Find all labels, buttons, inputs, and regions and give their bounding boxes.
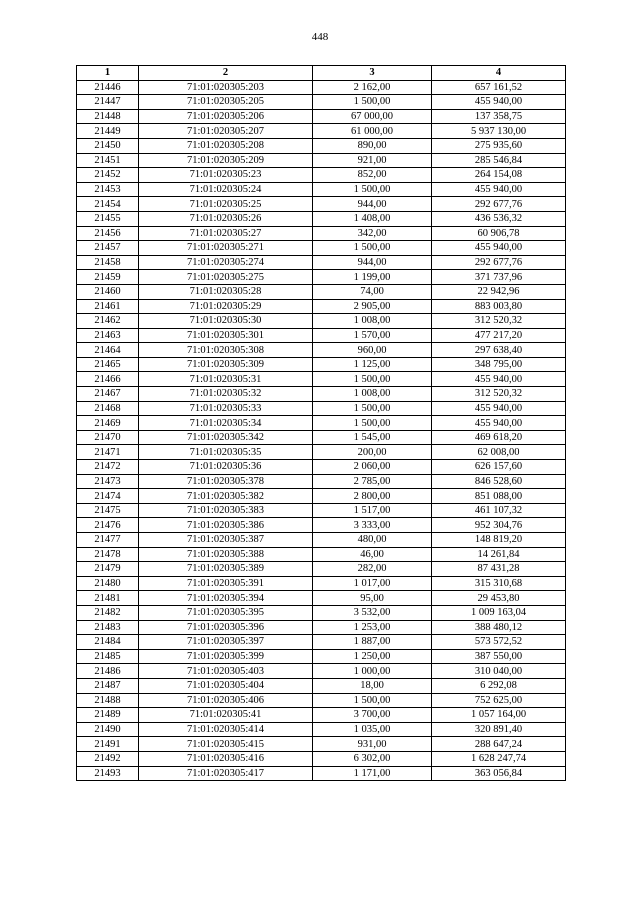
cost-value: 455 940,00: [432, 182, 566, 197]
row-number: 21475: [77, 503, 139, 518]
cadastral-number: 71:01:020305:35: [139, 445, 313, 460]
cost-value: 952 304,76: [432, 518, 566, 533]
table-row: [77, 693, 566, 708]
row-number: 21483: [77, 620, 139, 635]
table-row: [77, 766, 566, 781]
page-number: 448: [311, 31, 329, 43]
cost-value: 455 940,00: [432, 416, 566, 431]
area-value: 480,00: [313, 533, 432, 548]
area-value: 18,00: [313, 678, 432, 693]
table-row: [77, 562, 566, 577]
column-header-1: 1: [77, 66, 139, 81]
cadastral-number: 71:01:020305:403: [139, 664, 313, 679]
area-value: 1 125,00: [313, 357, 432, 372]
area-value: 1 500,00: [313, 95, 432, 110]
cadastral-number: 71:01:020305:417: [139, 766, 313, 781]
area-value: 1 250,00: [313, 649, 432, 664]
row-number: 21482: [77, 605, 139, 620]
cadastral-number: 71:01:020305:382: [139, 489, 313, 504]
row-number: 21481: [77, 591, 139, 606]
cadastral-number: 71:01:020305:391: [139, 576, 313, 591]
cost-value: 477 217,20: [432, 328, 566, 343]
row-number: 21485: [77, 649, 139, 664]
cadastral-table: [76, 65, 566, 781]
table-row: [77, 343, 566, 358]
row-number: 21464: [77, 343, 139, 358]
row-number: 21447: [77, 95, 139, 110]
area-value: 1 171,00: [313, 766, 432, 781]
cost-value: 310 040,00: [432, 664, 566, 679]
row-number: 21463: [77, 328, 139, 343]
row-number: 21446: [77, 80, 139, 95]
area-value: 1 500,00: [313, 401, 432, 416]
cadastral-number: 71:01:020305:399: [139, 649, 313, 664]
row-number: 21474: [77, 489, 139, 504]
row-number: 21477: [77, 533, 139, 548]
row-number: 21460: [77, 284, 139, 299]
table-body: [77, 80, 566, 781]
area-value: 944,00: [313, 255, 432, 270]
cost-value: 87 431,28: [432, 562, 566, 577]
table-row: [77, 328, 566, 343]
table-row: [77, 109, 566, 124]
cost-value: 137 358,75: [432, 109, 566, 124]
cadastral-number: 71:01:020305:396: [139, 620, 313, 635]
area-value: 1 000,00: [313, 664, 432, 679]
cost-value: 292 677,76: [432, 255, 566, 270]
area-value: 2 800,00: [313, 489, 432, 504]
cadastral-number: 71:01:020305:36: [139, 460, 313, 475]
table-row: [77, 80, 566, 95]
cost-value: 285 546,84: [432, 153, 566, 168]
cadastral-number: 71:01:020305:309: [139, 357, 313, 372]
row-number: 21458: [77, 255, 139, 270]
cadastral-number: 71:01:020305:203: [139, 80, 313, 95]
cost-value: 60 906,78: [432, 226, 566, 241]
table-row: [77, 445, 566, 460]
area-value: 1 545,00: [313, 430, 432, 445]
cost-value: 264 154,08: [432, 168, 566, 183]
cost-value: 461 107,32: [432, 503, 566, 518]
cadastral-number: 71:01:020305:27: [139, 226, 313, 241]
table-row: [77, 489, 566, 504]
area-value: 1 500,00: [313, 372, 432, 387]
cadastral-number: 71:01:020305:275: [139, 270, 313, 285]
table-row: [77, 576, 566, 591]
cadastral-number: 71:01:020305:301: [139, 328, 313, 343]
cadastral-number: 71:01:020305:389: [139, 562, 313, 577]
cost-value: 292 677,76: [432, 197, 566, 212]
cadastral-number: 71:01:020305:31: [139, 372, 313, 387]
table-row: [77, 387, 566, 402]
area-value: 1 500,00: [313, 416, 432, 431]
cost-value: 14 261,84: [432, 547, 566, 562]
cadastral-number: 71:01:020305:383: [139, 503, 313, 518]
table-row: [77, 372, 566, 387]
cadastral-number: 71:01:020305:25: [139, 197, 313, 212]
area-value: 67 000,00: [313, 109, 432, 124]
area-value: 6 302,00: [313, 751, 432, 766]
row-number: 21453: [77, 182, 139, 197]
cost-value: 657 161,52: [432, 80, 566, 95]
cost-value: 22 942,96: [432, 284, 566, 299]
table-row: [77, 737, 566, 752]
area-value: 1 017,00: [313, 576, 432, 591]
area-value: 1 517,00: [313, 503, 432, 518]
table-row: [77, 430, 566, 445]
row-number: 21450: [77, 138, 139, 153]
table-row: [77, 95, 566, 110]
area-value: 1 570,00: [313, 328, 432, 343]
cost-value: 455 940,00: [432, 401, 566, 416]
area-value: 1 008,00: [313, 314, 432, 329]
row-number: 21478: [77, 547, 139, 562]
table-row: [77, 533, 566, 548]
row-number: 21487: [77, 678, 139, 693]
table-row: [77, 678, 566, 693]
cost-value: 752 625,00: [432, 693, 566, 708]
area-value: 2 060,00: [313, 460, 432, 475]
table-row: [77, 401, 566, 416]
row-number: 21489: [77, 708, 139, 723]
row-number: 21459: [77, 270, 139, 285]
table-row: [77, 226, 566, 241]
cost-value: 6 292,08: [432, 678, 566, 693]
row-number: 21461: [77, 299, 139, 314]
table-row: [77, 722, 566, 737]
cost-value: 1 009 163,04: [432, 605, 566, 620]
row-number: 21480: [77, 576, 139, 591]
table-row: [77, 255, 566, 270]
row-number: 21470: [77, 430, 139, 445]
row-number: 21488: [77, 693, 139, 708]
row-number: 21466: [77, 372, 139, 387]
cadastral-number: 71:01:020305:397: [139, 635, 313, 650]
table-row: [77, 270, 566, 285]
row-number: 21471: [77, 445, 139, 460]
table-row: [77, 124, 566, 139]
table-row: [77, 241, 566, 256]
column-header-3: 3: [313, 66, 432, 81]
cost-value: 297 638,40: [432, 343, 566, 358]
row-number: 21467: [77, 387, 139, 402]
table-row: [77, 620, 566, 635]
cadastral-number: 71:01:020305:26: [139, 211, 313, 226]
table-row: [77, 591, 566, 606]
area-value: 1 500,00: [313, 182, 432, 197]
cost-value: 315 310,68: [432, 576, 566, 591]
row-number: 21468: [77, 401, 139, 416]
area-value: 931,00: [313, 737, 432, 752]
cadastral-number: 71:01:020305:24: [139, 182, 313, 197]
cost-value: 883 003,80: [432, 299, 566, 314]
cost-value: 1 628 247,74: [432, 751, 566, 766]
table-row: [77, 708, 566, 723]
cadastral-number: 71:01:020305:41: [139, 708, 313, 723]
table-row: [77, 751, 566, 766]
cadastral-number: 71:01:020305:274: [139, 255, 313, 270]
cost-value: 436 536,32: [432, 211, 566, 226]
table-row: [77, 138, 566, 153]
table-row: [77, 547, 566, 562]
table-row: [77, 416, 566, 431]
cadastral-number: 71:01:020305:33: [139, 401, 313, 416]
cadastral-number: 71:01:020305:378: [139, 474, 313, 489]
cost-value: 455 940,00: [432, 95, 566, 110]
cadastral-number: 71:01:020305:416: [139, 751, 313, 766]
cost-value: 29 453,80: [432, 591, 566, 606]
cadastral-number: 71:01:020305:205: [139, 95, 313, 110]
table-row: [77, 182, 566, 197]
area-value: 1 035,00: [313, 722, 432, 737]
cost-value: 371 737,96: [432, 270, 566, 285]
cadastral-number: 71:01:020305:207: [139, 124, 313, 139]
cost-value: 5 937 130,00: [432, 124, 566, 139]
row-number: 21448: [77, 109, 139, 124]
area-value: 944,00: [313, 197, 432, 212]
cadastral-number: 71:01:020305:395: [139, 605, 313, 620]
cost-value: 1 057 164,00: [432, 708, 566, 723]
area-value: 921,00: [313, 153, 432, 168]
cost-value: 320 891,40: [432, 722, 566, 737]
area-value: 200,00: [313, 445, 432, 460]
cadastral-number: 71:01:020305:387: [139, 533, 313, 548]
cadastral-number: 71:01:020305:34: [139, 416, 313, 431]
cost-value: 348 795,00: [432, 357, 566, 372]
cadastral-number: 71:01:020305:30: [139, 314, 313, 329]
cadastral-number: 71:01:020305:32: [139, 387, 313, 402]
cost-value: 312 520,32: [432, 387, 566, 402]
table-header-row: [77, 66, 566, 81]
row-number: 21493: [77, 766, 139, 781]
cost-value: 626 157,60: [432, 460, 566, 475]
area-value: 61 000,00: [313, 124, 432, 139]
row-number: 21456: [77, 226, 139, 241]
row-number: 21491: [77, 737, 139, 752]
area-value: 3 700,00: [313, 708, 432, 723]
row-number: 21492: [77, 751, 139, 766]
table-row: [77, 211, 566, 226]
table-row: [77, 605, 566, 620]
column-header-4: 4: [432, 66, 566, 81]
table-row: [77, 649, 566, 664]
table-row: [77, 474, 566, 489]
cost-value: 62 008,00: [432, 445, 566, 460]
cadastral-number: 71:01:020305:206: [139, 109, 313, 124]
cadastral-number: 71:01:020305:394: [139, 591, 313, 606]
cadastral-number: 71:01:020305:388: [139, 547, 313, 562]
area-value: 2 905,00: [313, 299, 432, 314]
table-row: [77, 460, 566, 475]
cost-value: 573 572,52: [432, 635, 566, 650]
cadastral-number: 71:01:020305:29: [139, 299, 313, 314]
row-number: 21454: [77, 197, 139, 212]
table-row: [77, 314, 566, 329]
area-value: 74,00: [313, 284, 432, 299]
table-row: [77, 197, 566, 212]
area-value: 2 162,00: [313, 80, 432, 95]
area-value: 852,00: [313, 168, 432, 183]
row-number: 21490: [77, 722, 139, 737]
row-number: 21486: [77, 664, 139, 679]
table-row: [77, 635, 566, 650]
row-number: 21479: [77, 562, 139, 577]
area-value: 46,00: [313, 547, 432, 562]
row-number: 21473: [77, 474, 139, 489]
cost-value: 388 480,12: [432, 620, 566, 635]
cost-value: 275 935,60: [432, 138, 566, 153]
table-row: [77, 284, 566, 299]
row-number: 21465: [77, 357, 139, 372]
table-row: [77, 168, 566, 183]
table-row: [77, 664, 566, 679]
row-number: 21452: [77, 168, 139, 183]
table-row: [77, 357, 566, 372]
cadastral-number: 71:01:020305:342: [139, 430, 313, 445]
area-value: 1 008,00: [313, 387, 432, 402]
row-number: 21469: [77, 416, 139, 431]
cadastral-number: 71:01:020305:404: [139, 678, 313, 693]
area-value: 282,00: [313, 562, 432, 577]
cost-value: 312 520,32: [432, 314, 566, 329]
table-row: [77, 503, 566, 518]
cadastral-number: 71:01:020305:23: [139, 168, 313, 183]
area-value: 1 253,00: [313, 620, 432, 635]
area-value: 1 500,00: [313, 241, 432, 256]
cost-value: 148 819,20: [432, 533, 566, 548]
area-value: 3 532,00: [313, 605, 432, 620]
cadastral-number: 71:01:020305:271: [139, 241, 313, 256]
area-value: 960,00: [313, 343, 432, 358]
cadastral-number: 71:01:020305:208: [139, 138, 313, 153]
row-number: 21462: [77, 314, 139, 329]
cost-value: 455 940,00: [432, 372, 566, 387]
area-value: 890,00: [313, 138, 432, 153]
row-number: 21455: [77, 211, 139, 226]
area-value: 95,00: [313, 591, 432, 606]
cadastral-number: 71:01:020305:308: [139, 343, 313, 358]
row-number: 21457: [77, 241, 139, 256]
row-number: 21449: [77, 124, 139, 139]
cost-value: 455 940,00: [432, 241, 566, 256]
row-number: 21476: [77, 518, 139, 533]
cost-value: 846 528,60: [432, 474, 566, 489]
area-value: 1 408,00: [313, 211, 432, 226]
row-number: 21451: [77, 153, 139, 168]
cadastral-number: 71:01:020305:415: [139, 737, 313, 752]
table-row: [77, 518, 566, 533]
area-value: 1 887,00: [313, 635, 432, 650]
column-header-2: 2: [139, 66, 313, 81]
area-value: 1 199,00: [313, 270, 432, 285]
row-number: 21484: [77, 635, 139, 650]
cost-value: 363 056,84: [432, 766, 566, 781]
cost-value: 288 647,24: [432, 737, 566, 752]
area-value: 342,00: [313, 226, 432, 241]
table-row: [77, 153, 566, 168]
table-row: [77, 299, 566, 314]
area-value: 1 500,00: [313, 693, 432, 708]
cadastral-number: 71:01:020305:209: [139, 153, 313, 168]
cost-value: 387 550,00: [432, 649, 566, 664]
cost-value: 851 088,00: [432, 489, 566, 504]
area-value: 3 333,00: [313, 518, 432, 533]
cadastral-number: 71:01:020305:406: [139, 693, 313, 708]
cost-value: 469 618,20: [432, 430, 566, 445]
cadastral-number: 71:01:020305:28: [139, 284, 313, 299]
row-number: 21472: [77, 460, 139, 475]
cadastral-number: 71:01:020305:386: [139, 518, 313, 533]
cadastral-number: 71:01:020305:414: [139, 722, 313, 737]
area-value: 2 785,00: [313, 474, 432, 489]
